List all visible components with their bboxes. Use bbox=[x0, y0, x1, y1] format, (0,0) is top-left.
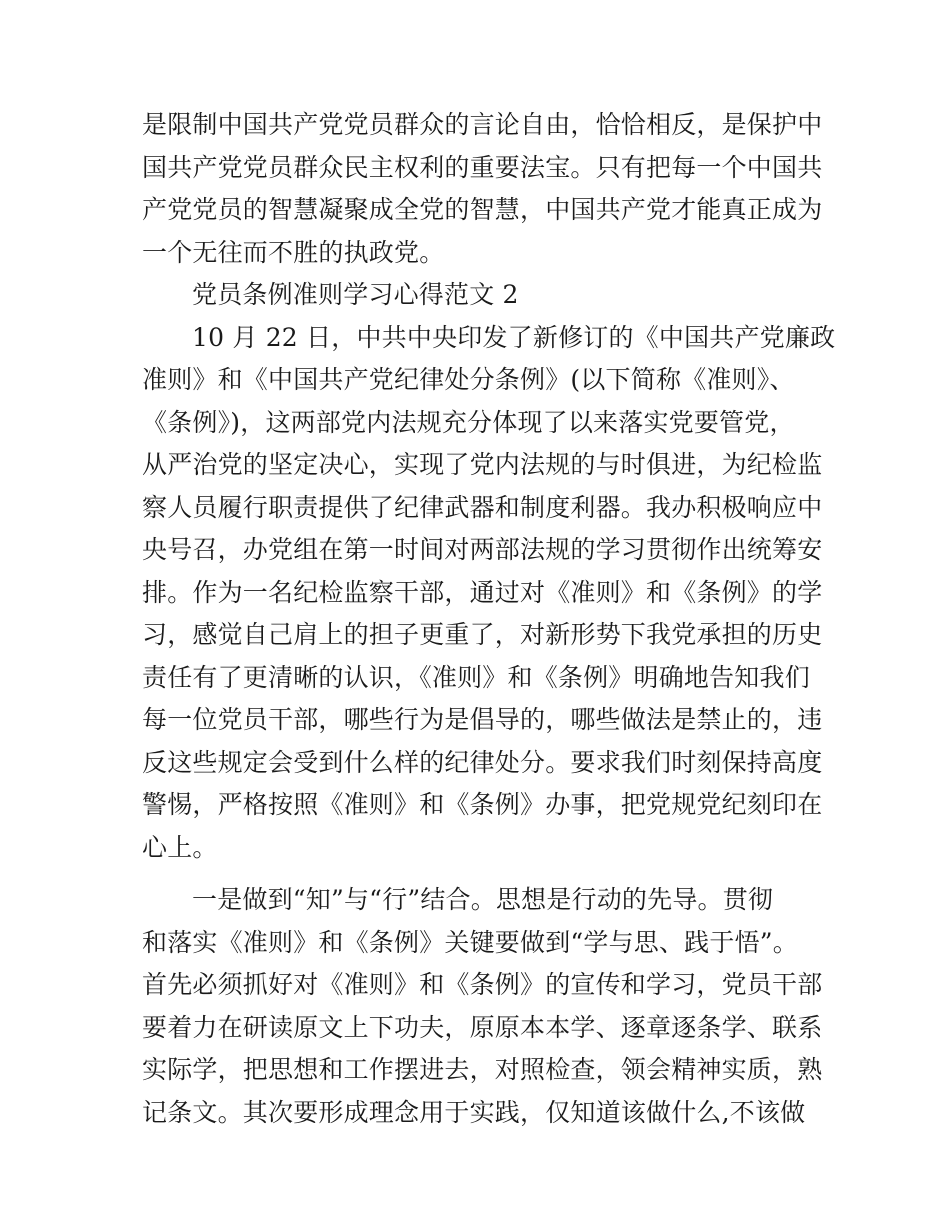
text-line: 10 月 22 日，中共中央印发了新修订的《中国共产党廉政 bbox=[192, 322, 836, 352]
text-line: 一是做到“知”与“行”结合。思想是行动的先导。贯彻 bbox=[192, 885, 774, 914]
text-line: 习，感觉自己肩上的担子更重了，对新形势下我党承担的历史 bbox=[142, 620, 823, 649]
text-line: 准则》和《中国共产党纪律处分条例》(以下简称《准则》、 bbox=[142, 365, 795, 394]
text-line: 每一位党员干部，哪些行为是倡导的，哪些做法是禁止的，违 bbox=[142, 705, 823, 734]
text-line: 察人员履行职责提供了纪律武器和制度利器。我办积极响应中 bbox=[142, 492, 823, 522]
paragraph-gap bbox=[142, 869, 822, 879]
text-line: 《条例》)，这两部党内法规充分体现了以来落实党要管党， bbox=[142, 407, 795, 437]
text-line: 首先必须抓好对《准则》和《条例》的宣传和学习，党员干部 bbox=[142, 970, 823, 999]
text-line: 是限制中国共产党党员群众的言论自由，恰恰相反，是保护中 bbox=[142, 110, 823, 139]
heading-text: 党员条例准则学习心得范文 2 bbox=[192, 280, 519, 309]
section-heading bbox=[142, 274, 822, 317]
text-line: 心上。 bbox=[142, 832, 218, 862]
text-line: 实际学，把思想和工作摆进去，对照检查，领会精神实质，熟 bbox=[142, 1055, 823, 1084]
paragraph-3 bbox=[142, 879, 822, 1134]
text-line: 排。作为一名纪检监察干部，通过对《准则》和《条例》的学 bbox=[142, 577, 823, 607]
text-line: 要着力在研读原文上下功夫，原原本本学、逐章逐条学、联系 bbox=[142, 1012, 823, 1042]
text-line: 国共产党党员群众民主权利的重要法宝。只有把每一个中国共 bbox=[142, 152, 823, 182]
text-line: 从严治党的坚定决心，实现了党内法规的与时俱进，为纪检监 bbox=[142, 450, 823, 479]
document-body bbox=[142, 104, 836, 1134]
paragraph-2 bbox=[142, 317, 836, 870]
text-line: 央号召，办党组在第一时间对两部法规的学习贯彻作出统筹安 bbox=[142, 535, 823, 564]
text-line: 产党党员的智慧凝聚成全党的智慧，中国共产党才能真正成为 bbox=[142, 195, 823, 224]
paragraph-1 bbox=[142, 104, 822, 274]
text-line: 警惕，严格按照《准则》和《条例》办事，把党规党纪刻印在 bbox=[142, 790, 823, 819]
text-line: 一个无往而不胜的执政党。 bbox=[142, 237, 445, 267]
text-line: 反这些规定会受到什么样的纪律处分。要求我们时刻保持高度 bbox=[142, 747, 823, 777]
text-line: 记条文。其次要形成理念用于实践，仅知道该做什么,不该做 bbox=[142, 1097, 806, 1127]
text-line: 和落实《准则》和《条例》关键要做到“学与思、践于悟”。 bbox=[142, 927, 798, 957]
text-line: 责任有了更清晰的认识，《准则》和《条例》明确地告知我们 bbox=[142, 662, 810, 692]
